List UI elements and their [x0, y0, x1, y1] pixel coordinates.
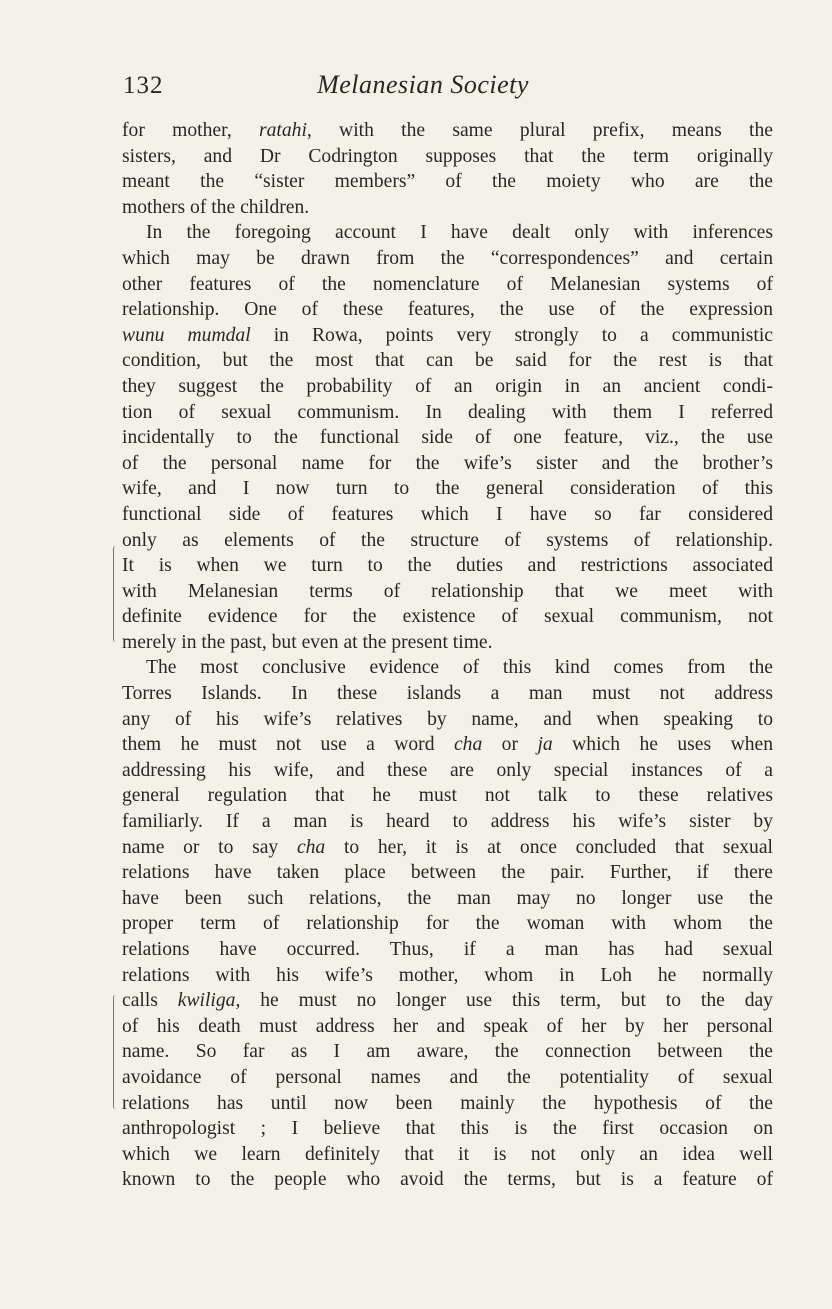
text-line [122, 604, 773, 630]
text-segment: tion of sexual communism. In dealing with them I referred [122, 401, 773, 423]
text-segment: functional side of features which I have so far considered [122, 503, 773, 525]
text-segment: of the personal name for the wife’s sister and the brother’s [122, 452, 773, 474]
text-segment: , with the same plural prefix, means the [306, 120, 773, 141]
text-segment: incidentally to the functional side of one feature, viz., the use [122, 427, 773, 449]
body-text [122, 118, 773, 1193]
text-segment: Torres Islands. In these islands a man must not address [122, 683, 773, 705]
text-segment: general regulation that he must not talk to these relatives [122, 785, 773, 807]
text-line [122, 1039, 773, 1065]
text-line [122, 758, 773, 784]
text-segment: proper term of relationship for the woman with whom the [122, 913, 773, 935]
text-segment: which may be drawn from the “correspondences” and certain [122, 247, 773, 269]
text-segment: In the foregoing account I have dealt only with inferences [146, 222, 773, 244]
text-segment: addressing his wife, and these are only special instances of a [122, 759, 773, 781]
text-segment: mothers of the children. [122, 196, 310, 218]
text-segment: other features of the nomenclature of Melanesian systems of [122, 273, 773, 295]
text-segment: relationship. One of these features, the use of the expression [122, 299, 773, 321]
text-line [122, 348, 773, 374]
italic-term: cha [453, 734, 483, 756]
text-line [122, 272, 773, 298]
text-segment: wife, and I now turn to the general consideration of this [122, 478, 773, 500]
text-line [122, 451, 773, 477]
text-line [122, 323, 773, 349]
text-line [122, 835, 773, 861]
text-line [122, 195, 773, 221]
text-line [122, 297, 773, 323]
text-line [122, 783, 773, 809]
text-segment: calls [122, 990, 178, 1012]
italic-term: wunu mumdal [122, 324, 251, 346]
text-segment: name. So far as I am aware, the connection between the [122, 1041, 773, 1063]
margin-mark [113, 546, 118, 642]
page-number: 132 [123, 72, 164, 99]
text-line [122, 553, 773, 579]
text-line [122, 1167, 773, 1193]
text-line [122, 220, 773, 246]
text-line [122, 937, 773, 963]
text-segment: of his death must address her and speak of her by her personal [122, 1015, 773, 1037]
text-line [122, 732, 773, 758]
text-line [122, 1014, 773, 1040]
margin-mark [113, 995, 118, 1109]
page-header [123, 68, 773, 108]
text-segment: avoidance of personal names and the potentiality of sexual [122, 1066, 773, 1088]
text-segment: meant the “sister members” of the moiety who are the [122, 171, 773, 193]
text-line [122, 1142, 773, 1168]
running-title: Melanesian Society [317, 70, 529, 99]
text-segment: name or to say [122, 836, 297, 858]
text-line [122, 963, 773, 989]
text-segment: The most conclusive evidence of this kind comes from the [146, 657, 773, 679]
italic-term: ja [537, 734, 553, 756]
italic-term: kwiliga [177, 990, 236, 1012]
text-segment: relations with his wife’s mother, whom in Loh he normally [122, 964, 773, 986]
text-line [122, 655, 773, 681]
text-line [122, 579, 773, 605]
text-segment: for mother, [122, 120, 259, 141]
text-line [122, 1065, 773, 1091]
italic-term: ratahi [258, 120, 307, 141]
italic-term: cha [296, 836, 326, 858]
text-line [122, 144, 773, 170]
text-line [122, 118, 773, 144]
text-line [122, 707, 773, 733]
text-segment: condition, but the most that can be said for the rest is that [122, 350, 773, 372]
text-line [122, 886, 773, 912]
text-segment: It is when we turn to the duties and restrictions associated [122, 555, 773, 577]
text-segment: they suggest the probability of an origin in an ancient condi- [122, 375, 773, 397]
text-segment: or [482, 734, 538, 756]
text-line [122, 630, 773, 656]
text-line [122, 374, 773, 400]
text-segment: sisters, and Dr Codrington supposes that the term originally [122, 145, 773, 167]
text-segment: in Rowa, points very strongly to a communistic [250, 324, 773, 346]
text-line [122, 988, 773, 1014]
text-segment: them he must not use a word [122, 734, 454, 756]
text-line [122, 246, 773, 272]
text-line [122, 502, 773, 528]
text-segment: definite evidence for the existence of sexual communism, not [122, 606, 773, 628]
text-segment: , he must no longer use this term, but to the day [235, 990, 773, 1012]
text-segment: with Melanesian terms of relationship that we meet with [122, 580, 773, 602]
text-line [122, 528, 773, 554]
text-line [122, 911, 773, 937]
text-segment: have been such relations, the man may no longer use the [122, 887, 773, 909]
text-line [122, 681, 773, 707]
text-segment: relations has until now been mainly the hypothesis of the [122, 1092, 773, 1114]
text-segment: merely in the past, but even at the present time. [122, 631, 493, 653]
text-segment: known to the people who avoid the terms, but is a feature of [122, 1169, 773, 1191]
text-line [122, 400, 773, 426]
text-segment: relations have taken place between the pair. Further, if there [122, 862, 773, 884]
text-segment: relations have occurred. Thus, if a man has had sexual [122, 939, 773, 960]
text-segment: to her, it is at once concluded that sexual [325, 836, 773, 858]
text-segment: any of his wife’s relatives by name, and when speaking to [122, 708, 773, 730]
text-segment: which he uses when [552, 734, 774, 756]
text-segment: anthropologist ; I believe that this is the first occasion on [122, 1118, 773, 1140]
text-segment: which we learn definitely that it is not only an idea well [122, 1143, 773, 1165]
text-line [122, 809, 773, 835]
text-line [122, 425, 773, 451]
text-segment: familiarly. If a man is heard to address his wife’s sister by [122, 811, 773, 833]
text-line [122, 169, 773, 195]
text-line [122, 1116, 773, 1142]
text-line [122, 476, 773, 502]
text-line [122, 1091, 773, 1117]
text-line [122, 860, 773, 886]
text-segment: only as elements of the structure of systems of relationship. [122, 529, 773, 551]
